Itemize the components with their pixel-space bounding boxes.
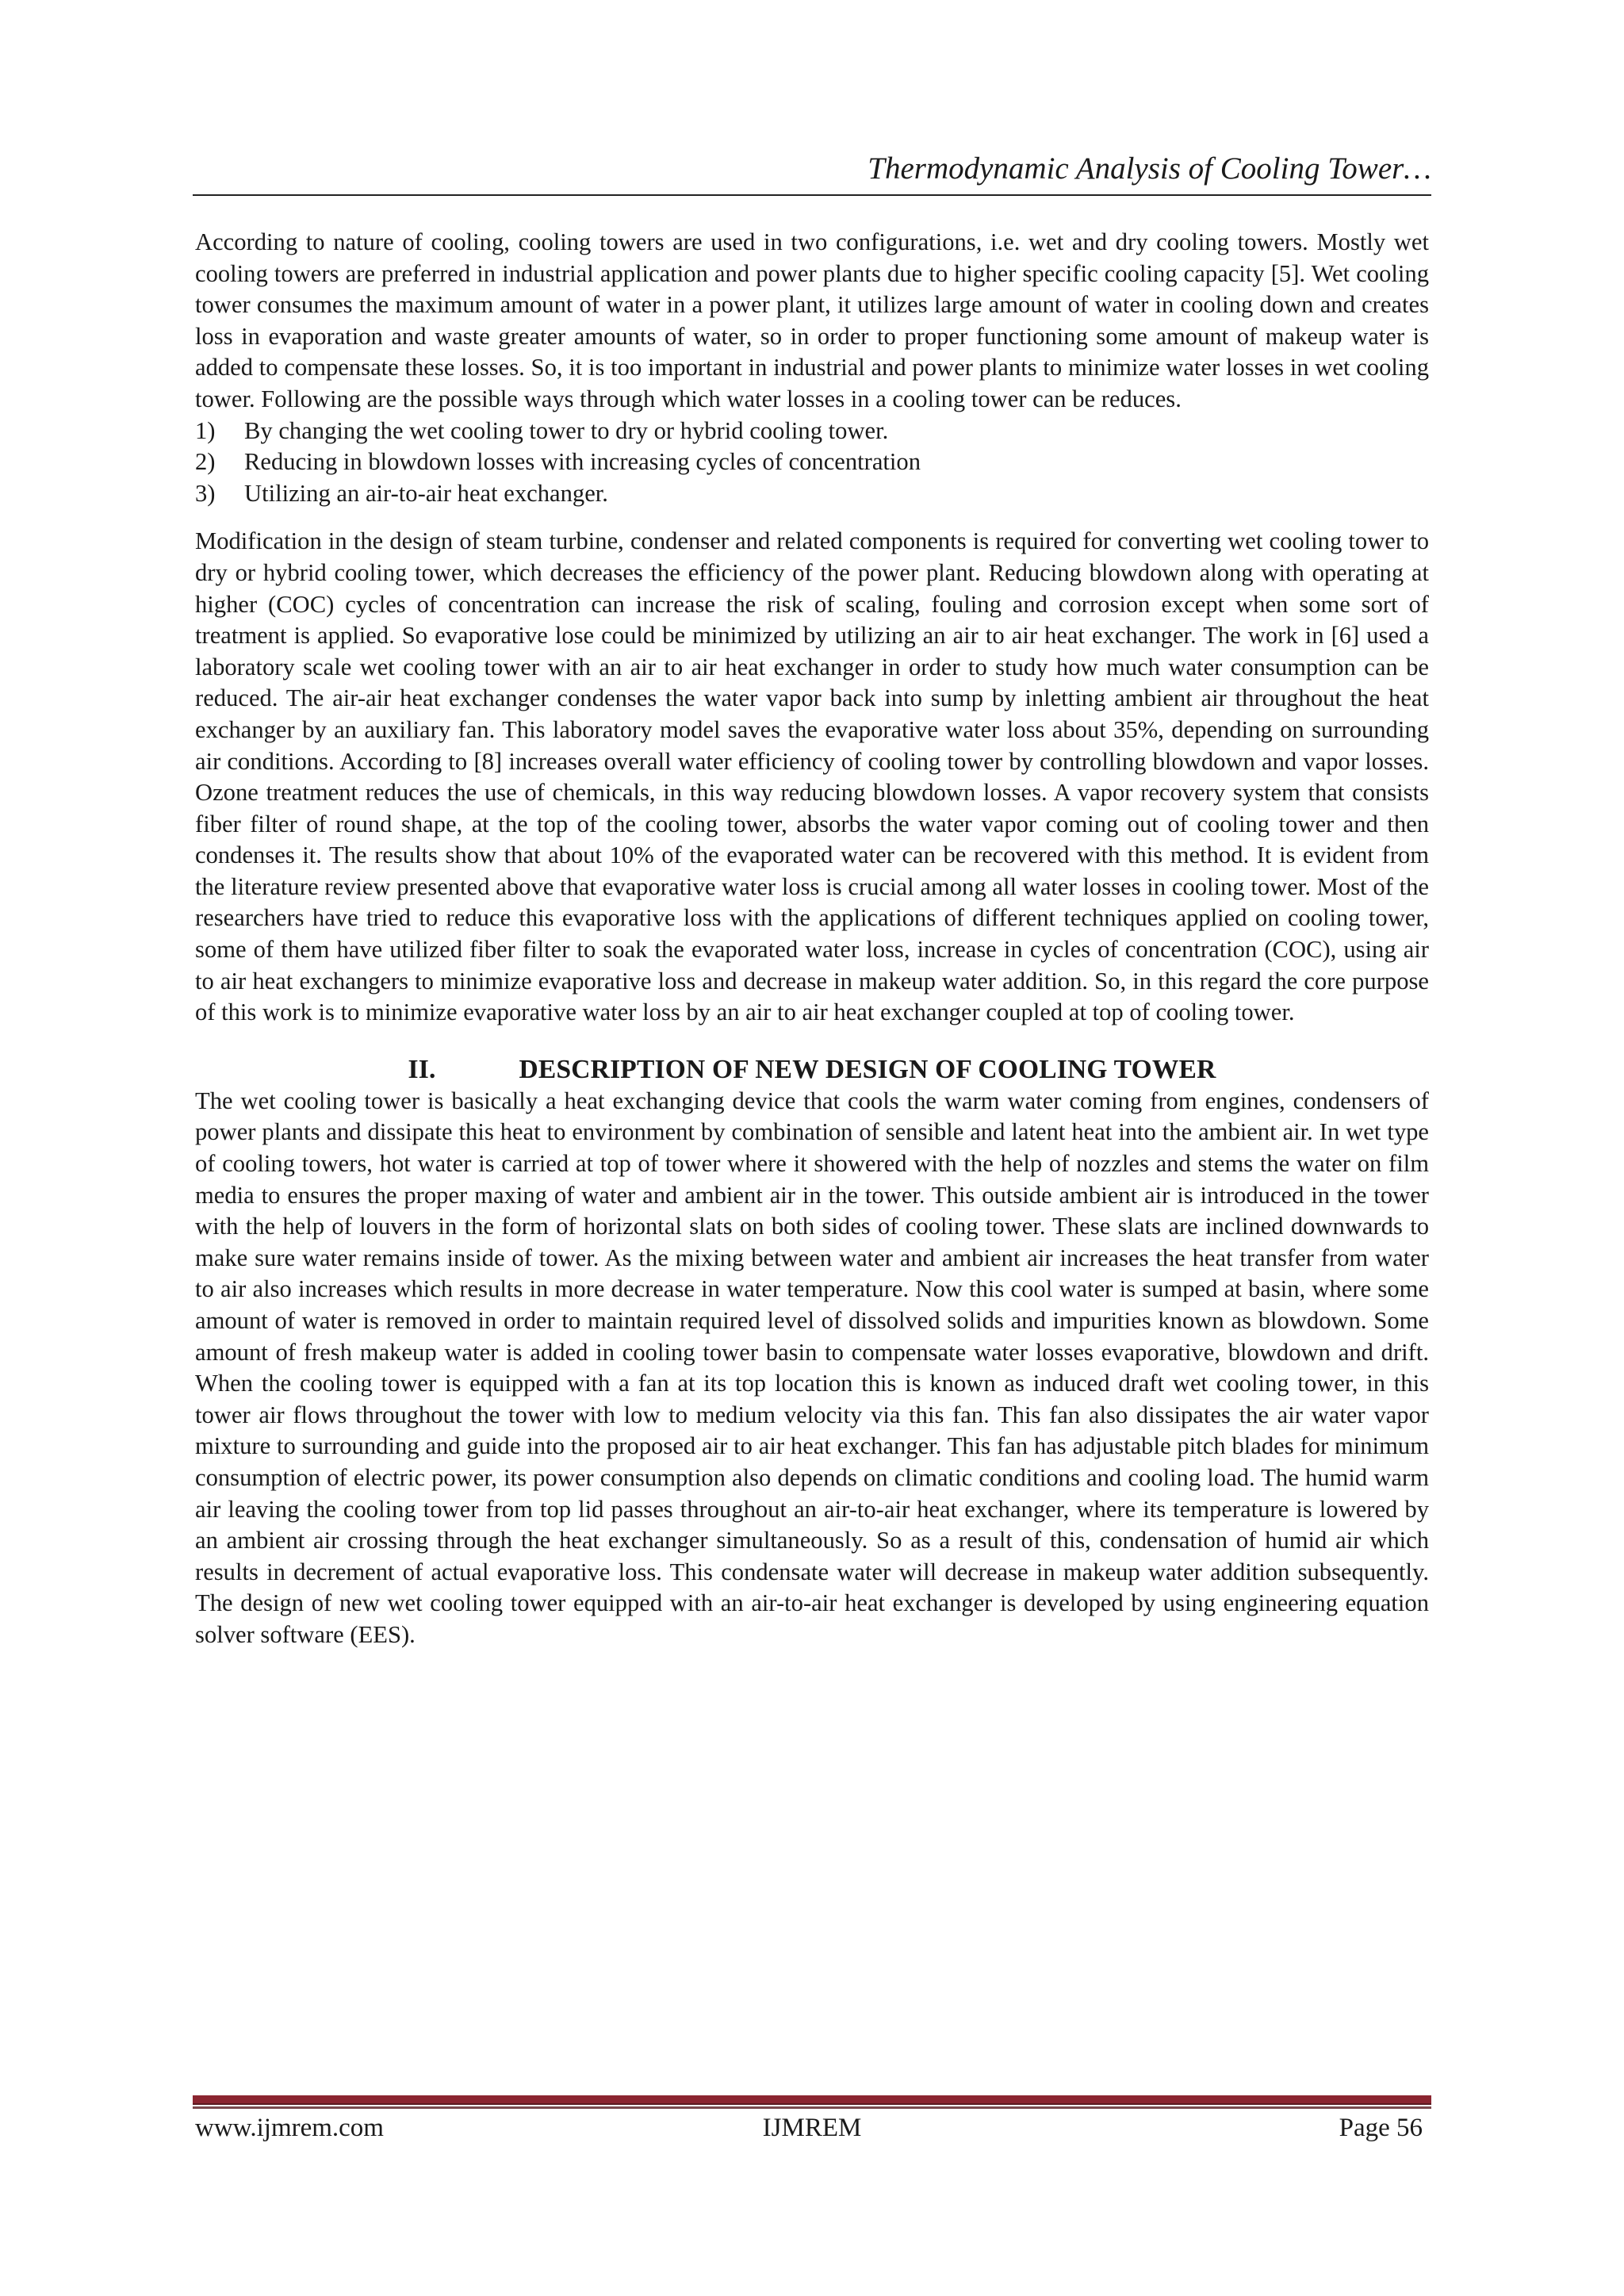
list-item [195,416,1429,447]
footer-page-number: Page 56 [1339,2114,1423,2142]
footer-rule-shadow [193,2106,1431,2109]
paragraph-intro: According to nature of cooling, cooling towers are used in two configurations, i.e. wet and dry cooling towers. Mostly wet cooling towers are preferred in industrial application and power plants due to higher specific cooling capacity [5]. Wet cooling tower consumes the maximum amount of water in a power plant, it utilizes large amount of water in cooling down and creates loss in evaporation and waste greater amounts of water, so in order to proper functioning some amount of makeup water is added to compensate these losses. So, it is too important in industrial and power plants to minimize water losses in wet cooling tower. Following are the possible ways through which water losses in a cooling tower can be reduces. [195,228,1429,412]
running-title: Thermodynamic Analysis of Cooling Tower… [868,151,1431,186]
list-item [195,478,1429,510]
page-content [195,227,1429,1651]
list-item-text: By changing the wet cooling tower to dry or hybrid cooling tower. [244,416,889,444]
list-item-number: 2) [195,448,216,476]
list-item-text: Utilizing an air-to-air heat exchanger. [244,479,608,507]
section-heading [195,1054,1429,1086]
footer-rule [193,2095,1431,2105]
paragraph-design-description: The wet cooling tower is basically a heat exchanging device that cools the warm water coming from engines, condensers of power plants and dissipate this heat to environment by combination of sensible and latent heat into the ambient air. In wet type of cooling towers, hot water is carried at top of tower where it showered with the help of nozzles and stems the water on film media to ensures the proper maxing of water and ambient air in the tower. This outside ambient air is introduced in the tower with the help of louvers in the form of horizontal slats on both sides of cooling tower. These slats are inclined downwards to make sure water remains inside of tower. As the mixing between water and ambient air increases the heat transfer from water to air also increases which results in more decrease in water temperature. Now this cool water is sumped at basin, where some amount of water is removed in order to maintain required level of dissolved solids and impurities known as blowdown. Some amount of fresh makeup water is added in cooling tower basin to compensate water losses evaporative, blowdown and drift. When the cooling tower is equipped with a fan at its top location this is known as induced draft wet cooling tower, in this tower air flows throughout the tower with low to medium velocity via this fan. This fan also dissipates the air water vapor mixture to surrounding and guide into the proposed air to air heat exchanger. This fan has adjustable pitch blades for minimum consumption of electric power, its power consumption also depends on climatic conditions and cooling load. The humid warm air leaving the cooling tower from top lid passes throughout an air-to-air heat exchanger, where its temperature is lowered by an ambient air crossing through the heat exchanger simultaneously. So as a result of this, condensation of humid air which results in decrement of actual evaporative loss. This condensate water will decrease in makeup water addition subsequently. The design of new wet cooling tower equipped with an air-to-air heat exchanger is developed by using engineering equation solver software (EES). [195,1087,1429,1648]
list-item [195,447,1429,478]
section-title: DESCRIPTION OF NEW DESIGN OF COOLING TOWER [519,1054,1216,1084]
numbered-list [195,416,1429,510]
footer-journal: IJMREM [762,2114,862,2142]
paragraph-literature-review: Modification in the design of steam turbine, condenser and related components is required for converting wet cooling tower to dry or hybrid cooling tower, which decreases the efficiency of the power plant. Reducing blowdown along with operating at higher (COC) cycles of concentration can increase the risk of scaling, fouling and corrosion except when some sort of treatment is applied. So evaporative lose could be minimized by utilizing an air to air heat exchanger. The work in [6] used a laboratory scale wet cooling tower with an air to air heat exchanger in order to study how much water consumption can be reduced. The air-air heat exchanger condenses the water vapor back into sump by inletting ambient air throughout the heat exchanger by an auxiliary fan. This laboratory model saves the evaporative water loss about 35%, depending on surrounding air conditions. According to [8] increases overall water efficiency of cooling tower by controlling blowdown and vapor losses. Ozone treatment reduces the use of chemicals, in this way reducing blowdown losses. A vapor recovery system that consists fiber filter of round shape, at the top of the cooling tower, absorbs the water vapor coming out of cooling tower and then condenses it. The results show that about 10% of the evaporated water can be recovered with this method. It is evident from the literature review presented above that evaporative water loss is crucial among all water losses in cooling tower. Most of the researchers have tried to reduce this evaporative loss with the applications of different techniques applied on cooling tower, some of them have utilized fiber filter to soak the evaporated water loss, increase in cycles of concentration (COC), using air to air heat exchangers to minimize evaporative loss and decrease in makeup water addition. So, in this regard the core purpose of this work is to minimize evaporative water loss by an air to air heat exchanger coupled at top of cooling tower. [195,527,1429,1026]
list-item-number: 3) [195,479,216,507]
footer-website: www.ijmrem.com [195,2114,384,2142]
header-rule [193,194,1431,196]
list-item-text: Reducing in blowdown losses with increasing cycles of concentration [244,448,921,476]
list-item-number: 1) [195,416,216,444]
section-number: II. [408,1054,436,1084]
